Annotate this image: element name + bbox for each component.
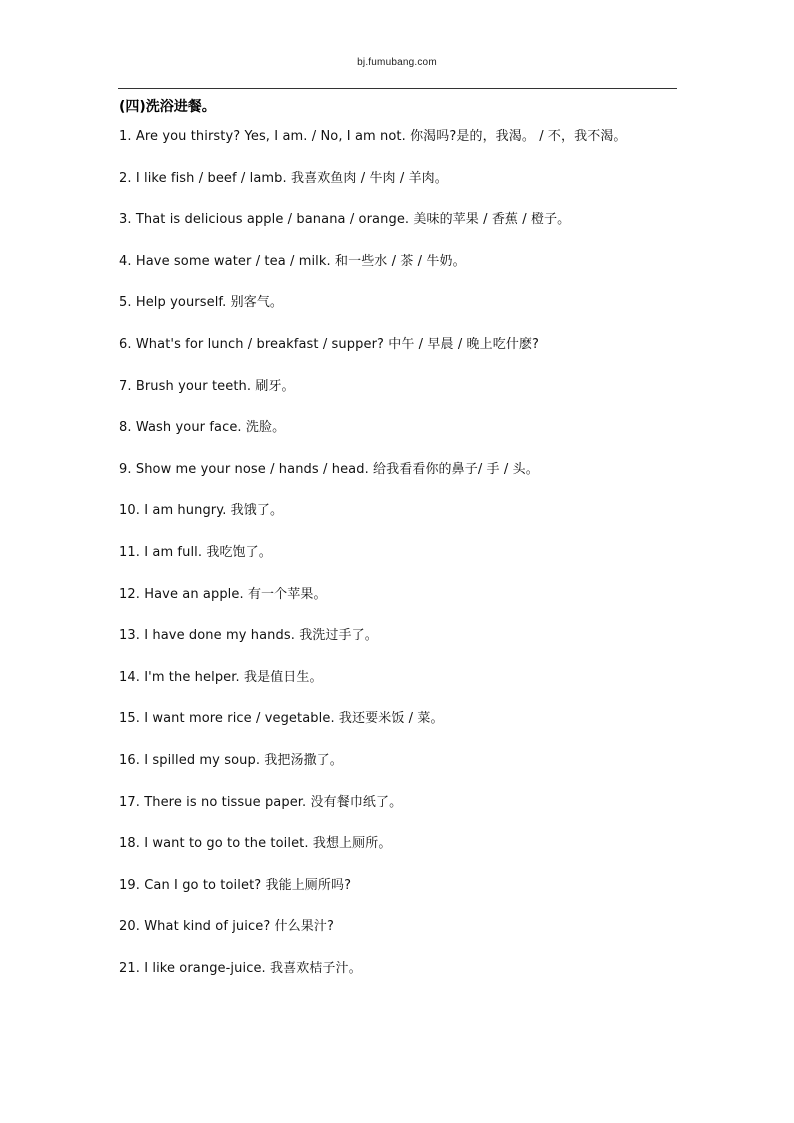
page-header-site: bj.fumubang.com xyxy=(357,57,437,68)
phrase-text: 5. Help yourself. 别客气。 xyxy=(119,295,284,311)
phrase-text: 21. I like orange-juice. 我喜欢桔子汁。 xyxy=(119,960,362,976)
phrase-text: 4. Have some water / tea / milk. 和一些水 / 茶 / 牛奶。 xyxy=(119,253,466,269)
section-title: (四)洗浴进餐。 xyxy=(119,99,216,115)
phrase-text: 17. There is no tissue paper. 没有餐巾纸了。 xyxy=(119,794,403,810)
phrase-text: 2. I like fish / beef / lamb. 我喜欢鱼肉 / 牛肉 / 羊肉。 xyxy=(119,170,448,186)
list-item xyxy=(119,669,689,711)
phrase-text: 8. Wash your face. 洗脸。 xyxy=(119,420,286,436)
phrase-text: 13. I have done my hands. 我洗过手了。 xyxy=(119,628,378,644)
phrase-text: 19. Can I go to toilet? 我能上厕所吗? xyxy=(119,877,352,893)
list-item xyxy=(119,253,689,295)
phrase-text: 9. Show me your nose / hands / head. 给我看看你的鼻子/ 手 / 头。 xyxy=(119,461,539,477)
list-item xyxy=(119,336,689,378)
phrase-text: 20. What kind of juice? 什么果汁? xyxy=(119,919,334,935)
phrase-text: 12. Have an apple. 有一个苹果。 xyxy=(119,586,327,602)
list-item xyxy=(119,211,689,253)
list-item xyxy=(119,419,689,461)
phrase-text: 18. I want to go to the toilet. 我想上厕所。 xyxy=(119,836,392,852)
list-item xyxy=(119,794,689,836)
list-item xyxy=(119,128,689,170)
phrase-text: 15. I want more rice / vegetable. 我还要米饭 / 菜。 xyxy=(119,711,444,727)
list-item xyxy=(119,294,689,336)
phrase-text: 11. I am full. 我吃饱了。 xyxy=(119,544,272,560)
header-divider xyxy=(118,88,677,89)
list-item xyxy=(119,752,689,794)
phrase-list xyxy=(119,128,689,1001)
list-item xyxy=(119,170,689,212)
list-item xyxy=(119,918,689,960)
list-item xyxy=(119,378,689,420)
list-item xyxy=(119,544,689,586)
list-item xyxy=(119,877,689,919)
phrase-text: 7. Brush your teeth. 刷牙。 xyxy=(119,378,295,394)
phrase-text: 16. I spilled my soup. 我把汤撒了。 xyxy=(119,752,343,768)
phrase-text: 1. Are you thirsty? Yes, I am. / No, I am not. 你渴吗?是的，我渴。 / 不，我不渴。 xyxy=(119,129,627,144)
phrase-text: 10. I am hungry. 我饿了。 xyxy=(119,503,284,519)
list-item xyxy=(119,960,689,1002)
list-item xyxy=(119,835,689,877)
phrase-text: 3. That is delicious apple / banana / orange. 美味的苹果 / 香蕉 / 橙子。 xyxy=(119,212,571,228)
list-item xyxy=(119,502,689,544)
phrase-text: 6. What's for lunch / breakfast / supper? 中午 / 早晨 / 晚上吃什麽? xyxy=(119,336,540,352)
phrase-text: 14. I'm the helper. 我是值日生。 xyxy=(119,669,323,685)
list-item xyxy=(119,627,689,669)
list-item xyxy=(119,461,689,503)
list-item xyxy=(119,586,689,628)
list-item xyxy=(119,710,689,752)
